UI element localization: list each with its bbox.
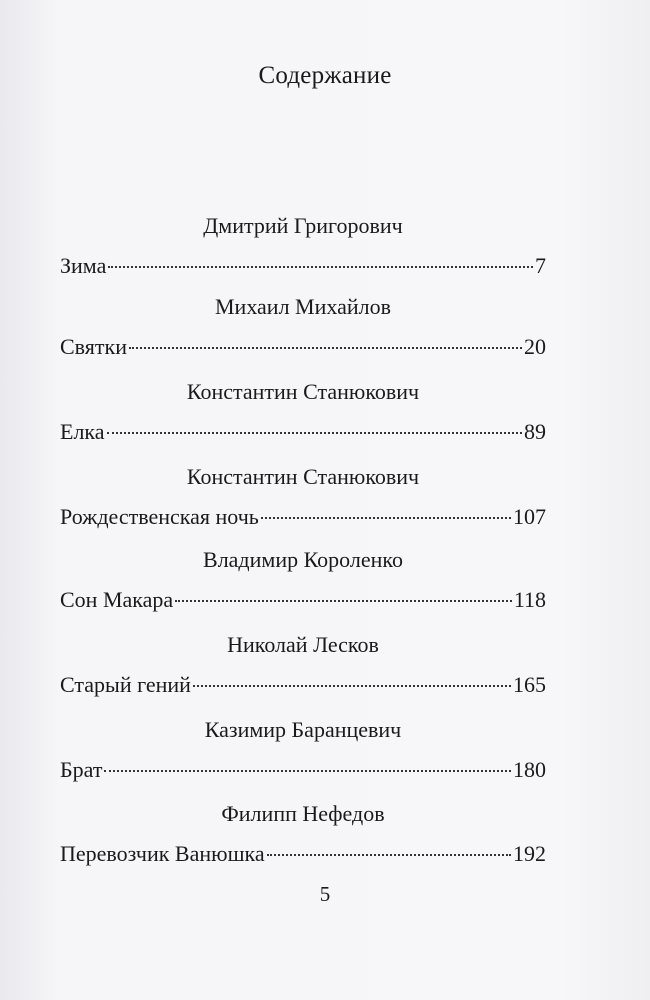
toc-work-title: Перевозчик Ванюшка	[60, 841, 265, 866]
toc-entry	[60, 756, 546, 784]
dot-leader	[108, 266, 533, 268]
toc-work-title: Зима	[60, 253, 107, 278]
toc-page-number: 165	[513, 672, 546, 697]
toc-section	[60, 212, 546, 280]
dot-leader	[104, 770, 511, 772]
dot-leader	[175, 600, 512, 602]
toc-author: Константин Станюкович	[186, 379, 420, 404]
toc-title: Содержание	[258, 62, 392, 89]
toc-section	[60, 546, 546, 614]
toc-author: Николай Лесков	[227, 632, 379, 657]
dot-leader	[261, 517, 511, 519]
toc-page-number: 180	[513, 757, 546, 782]
toc-section	[60, 631, 546, 699]
toc-entry	[60, 840, 546, 868]
toc-entry	[60, 503, 546, 531]
toc-section	[60, 716, 546, 784]
toc-work-title: Рождественская ночь	[60, 504, 259, 529]
toc-work-title: Елка	[60, 419, 105, 444]
dot-leader	[193, 685, 511, 687]
toc-author: Дмитрий Григорович	[203, 213, 403, 238]
toc-work-title: Сон Макара	[60, 587, 174, 612]
toc-work-title: Святки	[60, 334, 127, 359]
toc-author: Михаил Михайлов	[214, 294, 391, 319]
toc-section	[60, 800, 546, 868]
toc-author: Константин Станюкович	[186, 464, 420, 489]
toc-page-number: 192	[513, 841, 546, 866]
toc-page-number: 7	[535, 253, 546, 278]
toc-section	[60, 463, 546, 531]
toc-page-number: 89	[524, 419, 546, 444]
toc-work-title: Старый гений	[60, 672, 191, 697]
toc-page-number: 20	[524, 334, 546, 359]
toc-author: Филипп Нефедов	[221, 801, 385, 826]
toc-page-number: 118	[513, 587, 546, 612]
toc-entry	[60, 671, 546, 699]
toc-work-title: Брат	[60, 757, 103, 782]
toc-author: Владимир Короленко	[203, 547, 403, 572]
toc-page-number: 107	[513, 504, 546, 529]
toc-entry	[60, 333, 546, 361]
toc-entry	[60, 586, 546, 614]
dot-leader	[129, 347, 522, 349]
toc-entry	[60, 252, 546, 280]
toc-author: Казимир Баранцевич	[204, 717, 402, 742]
dot-leader	[267, 854, 511, 856]
page-number: 5	[319, 882, 331, 906]
toc-section	[60, 378, 546, 446]
toc-section	[60, 293, 546, 361]
dot-leader	[107, 432, 522, 434]
toc-entry	[60, 418, 546, 446]
